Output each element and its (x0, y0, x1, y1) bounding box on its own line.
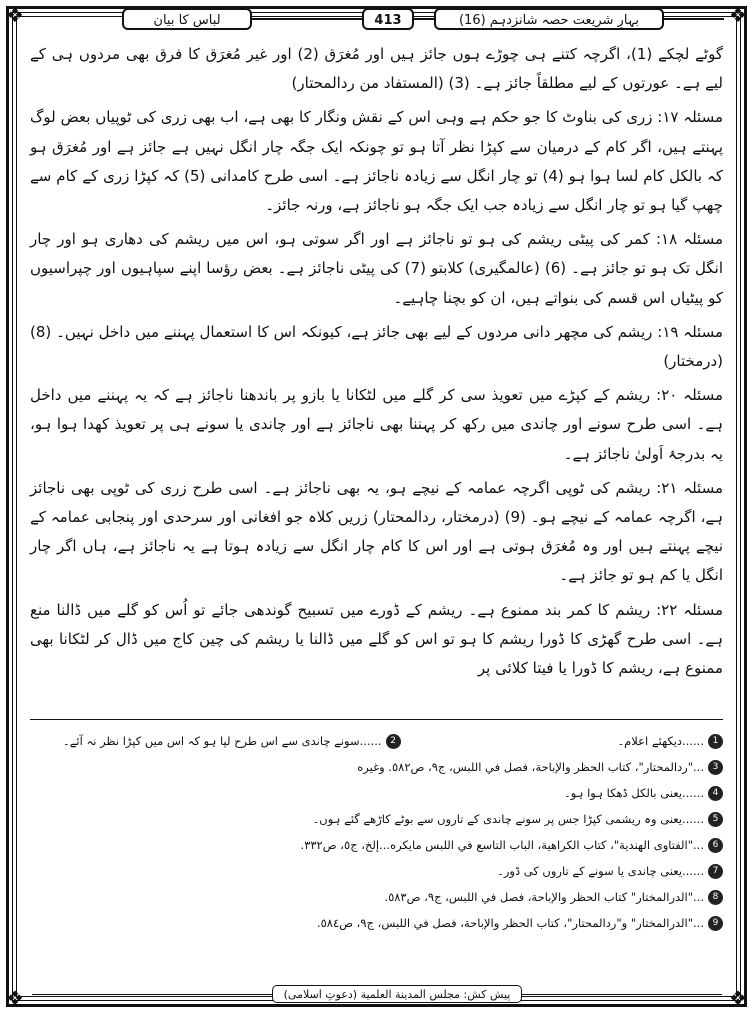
masala-19: مسئلہ ۱۹: ریشم کی مچھر دانی مردوں کے لیے بھی جائز ہے، کیونکہ اس کا استعمال پہننے میں داخل نہیں۔ (8) (درمختار) (30, 322, 723, 371)
footnote-number: 3 (708, 760, 723, 775)
footnote-text: ......دیکھئے اعلام۔ (617, 734, 704, 748)
corner-ornament-icon: ❖ (6, 986, 24, 1010)
masala-17: مسئلہ ۱۷: زری کی بناوٹ کا جو حکم ہے وہی اس کے نقش ونگار کا بھی ہے، اب بھی زری کی ٹوپیاں بعض لوگ پہنتے ہیں، اگر کام کے درمیان سے کپڑا نظر آتا ہو تو چونکہ ایک جگہ چار انگل نہیں ہے جائز ہے اور مُغرَق ہو کہ بالکل کام لسا ہوا ہو (4) تو چار انگل سے زیادہ ناجائز ہے۔ اسی طرح کامدانی (5) کہ کپڑا زری کے کام سے چھپ گیا ہو تو چار انگل سے زیادہ جب ایک جگہ ہو ناجائز ہے، ورنہ جائز۔ (30, 108, 724, 215)
corner-ornament-icon: ❖ (729, 986, 747, 1010)
footer-rule (522, 994, 722, 995)
header-rule (414, 18, 434, 20)
footnote-number: 9 (708, 916, 723, 931)
footnote-item (40, 728, 400, 754)
footnote-item (30, 832, 723, 858)
masala-20: مسئلہ ۲۰: ریشم کے کپڑے میں تعویذ سی کر گلے میں لٹکانا یا بازو پر باندھنا ناجائز ہے کہ یہ پہننے میں داخل ہے۔ اسی طرح سونے اور چاندی میں رکھ کر پہننا بھی ناجائز ہے اور چاندی یا سونے ہی پر تعویذ کھدا ہوا ہو، یہ بدرجۂ اَولیٰ ناجائز ہے۔ (30, 386, 723, 463)
footnote-item (30, 806, 723, 832)
footnote-item (30, 858, 723, 884)
footnote-number: 6 (708, 838, 723, 853)
footnote-item (30, 910, 723, 936)
footnote-number: 1 (708, 734, 723, 749)
chapter-title: لباس کا بیان (122, 8, 252, 30)
footnote-text: ......یعنی وہ ریشمی کپڑا جس پر سونے چاندی کے تاروں سے بوٹے کاڑھے گئے ہوں۔ (312, 812, 704, 826)
footnote-number: 8 (708, 890, 723, 905)
footer-rule (32, 994, 272, 995)
corner-ornament-icon: ❖ (6, 3, 24, 27)
corner-ornament-icon: ❖ (729, 3, 747, 27)
header-rule (664, 18, 724, 20)
footnotes (30, 728, 723, 936)
header-rule (252, 18, 362, 20)
page-footer (22, 985, 731, 1005)
footnote-text: ......یعنی چاندی یا سونے کے تاروں کی ڈور۔ (497, 864, 704, 878)
publisher-credit: پیش کش: مجلس المدينة العلمية (دعوتِ اسلامی) (272, 985, 522, 1003)
masala-21: مسئلہ ۲۱: ریشم کی ٹوپی اگرچہ عمامہ کے نیچے ہو، یہ بھی ناجائز ہے۔ اسی طرح زری کی ٹوپی بھی ناجائز ہے، اگرچہ عمامہ کے نیچے ہو۔ (9) (درمختار، ردالمحتار) زریں کلاہ جو افغانی اور سرحدی اور پنجابی عمامہ کے نیچے پہنتے ہیں اور وہ مُغرَق ہوتی ہے اور اس کا کام چار انگل سے زیادہ ہوتا ہے یہ ناجائز ہے، ہاں اگر چار انگل یا کم ہو تو جائز ہے۔ (30, 478, 723, 585)
footnote-text: ......سونے چاندی سے اس طرح لپا ہو کہ اس میں کپڑا نظر نہ آئے۔ (62, 734, 382, 748)
footnote-text: ..."الدرالمختار" و"ردالمحتار"، كتاب الحظر والإباحة، فصل في اللبس، ج٩، ص٥٨٤. (316, 916, 704, 930)
footnote-item (30, 754, 723, 780)
footnote-text: ..."الدرالمختار" كتاب الحظر والإباحة، فصل في اللبس، ج٩، ص٥٨٣. (384, 890, 704, 904)
page-header (22, 8, 731, 32)
page-number: 413 (362, 8, 414, 30)
footnote-number: 7 (708, 864, 723, 879)
masala-22: مسئلہ ۲۲: ریشم کا کمر بند ممنوع ہے۔ ریشم کے ڈورے میں تسبیح گوندھی جائے تو اُس کو گلے میں ڈالنا منع ہے۔ اسی طرح گھڑی کا ڈورا ریشم کا ہو تو اس کو گلے میں ڈالنا یا ریشم کی چین کاج میں ڈال کر لٹکانا بھی ممنوع ہے، ریشم کا ڈورا یا فیتا کلائی پر (30, 600, 723, 678)
footnote-row (30, 728, 723, 754)
footnote-text: ..."الفتاوى الهندية"، كتاب الكراهية، الباب التاسع في اللبس مايكره...إلخ، ج٥، ص٣٣٢. (300, 838, 704, 852)
footnote-number: 5 (708, 812, 723, 827)
footnote-text: ......یعنی بالکل ڈھکا ہوا ہو۔ (564, 786, 704, 800)
footnote-number: 2 (386, 734, 401, 749)
book-title: بہارِ شریعت حصہ شانزدہم (16) (434, 8, 664, 30)
footnote-item (30, 884, 723, 910)
main-text (30, 40, 723, 688)
footnote-text: ..."ردالمحتار"، كتاب الحظر والإباحة، فصل في اللبس، ج٩، ص٥٨٢. وغيره (357, 760, 704, 774)
footnote-item (404, 728, 723, 754)
footnote-divider (30, 719, 723, 720)
masala-18: مسئلہ ۱۸: کمر کی پیٹی ریشم کی ہو تو ناجائز ہے اور اگر سوتی ہو، اس میں ریشم کی دھاری ہو اور چار انگل تک ہو تو جائز ہے۔ (6) (عالمگیری) کلابتو (7) کی پیٹی ناجائز ہے۔ بعض رؤسا اپنے سپاہیوں اور چپراسیوں کو پیٹیاں اس قسم کی بنواتے ہیں، ان کو بچنا چاہیے۔ (30, 230, 724, 307)
paragraph: گوٹے لچکے (1)، اگرچہ کتنے ہی چوڑے ہوں جائز ہیں اور مُغرَق (2) اور غیر مُغرَق کا فرق بھی مردوں ہی کے لیے ہے۔ عورتوں کے لیے مطلقاً جائز ہے۔ (3) (المستفاد من ردالمحتار) (30, 45, 723, 93)
footnote-item (30, 780, 723, 806)
footnote-number: 4 (708, 786, 723, 801)
